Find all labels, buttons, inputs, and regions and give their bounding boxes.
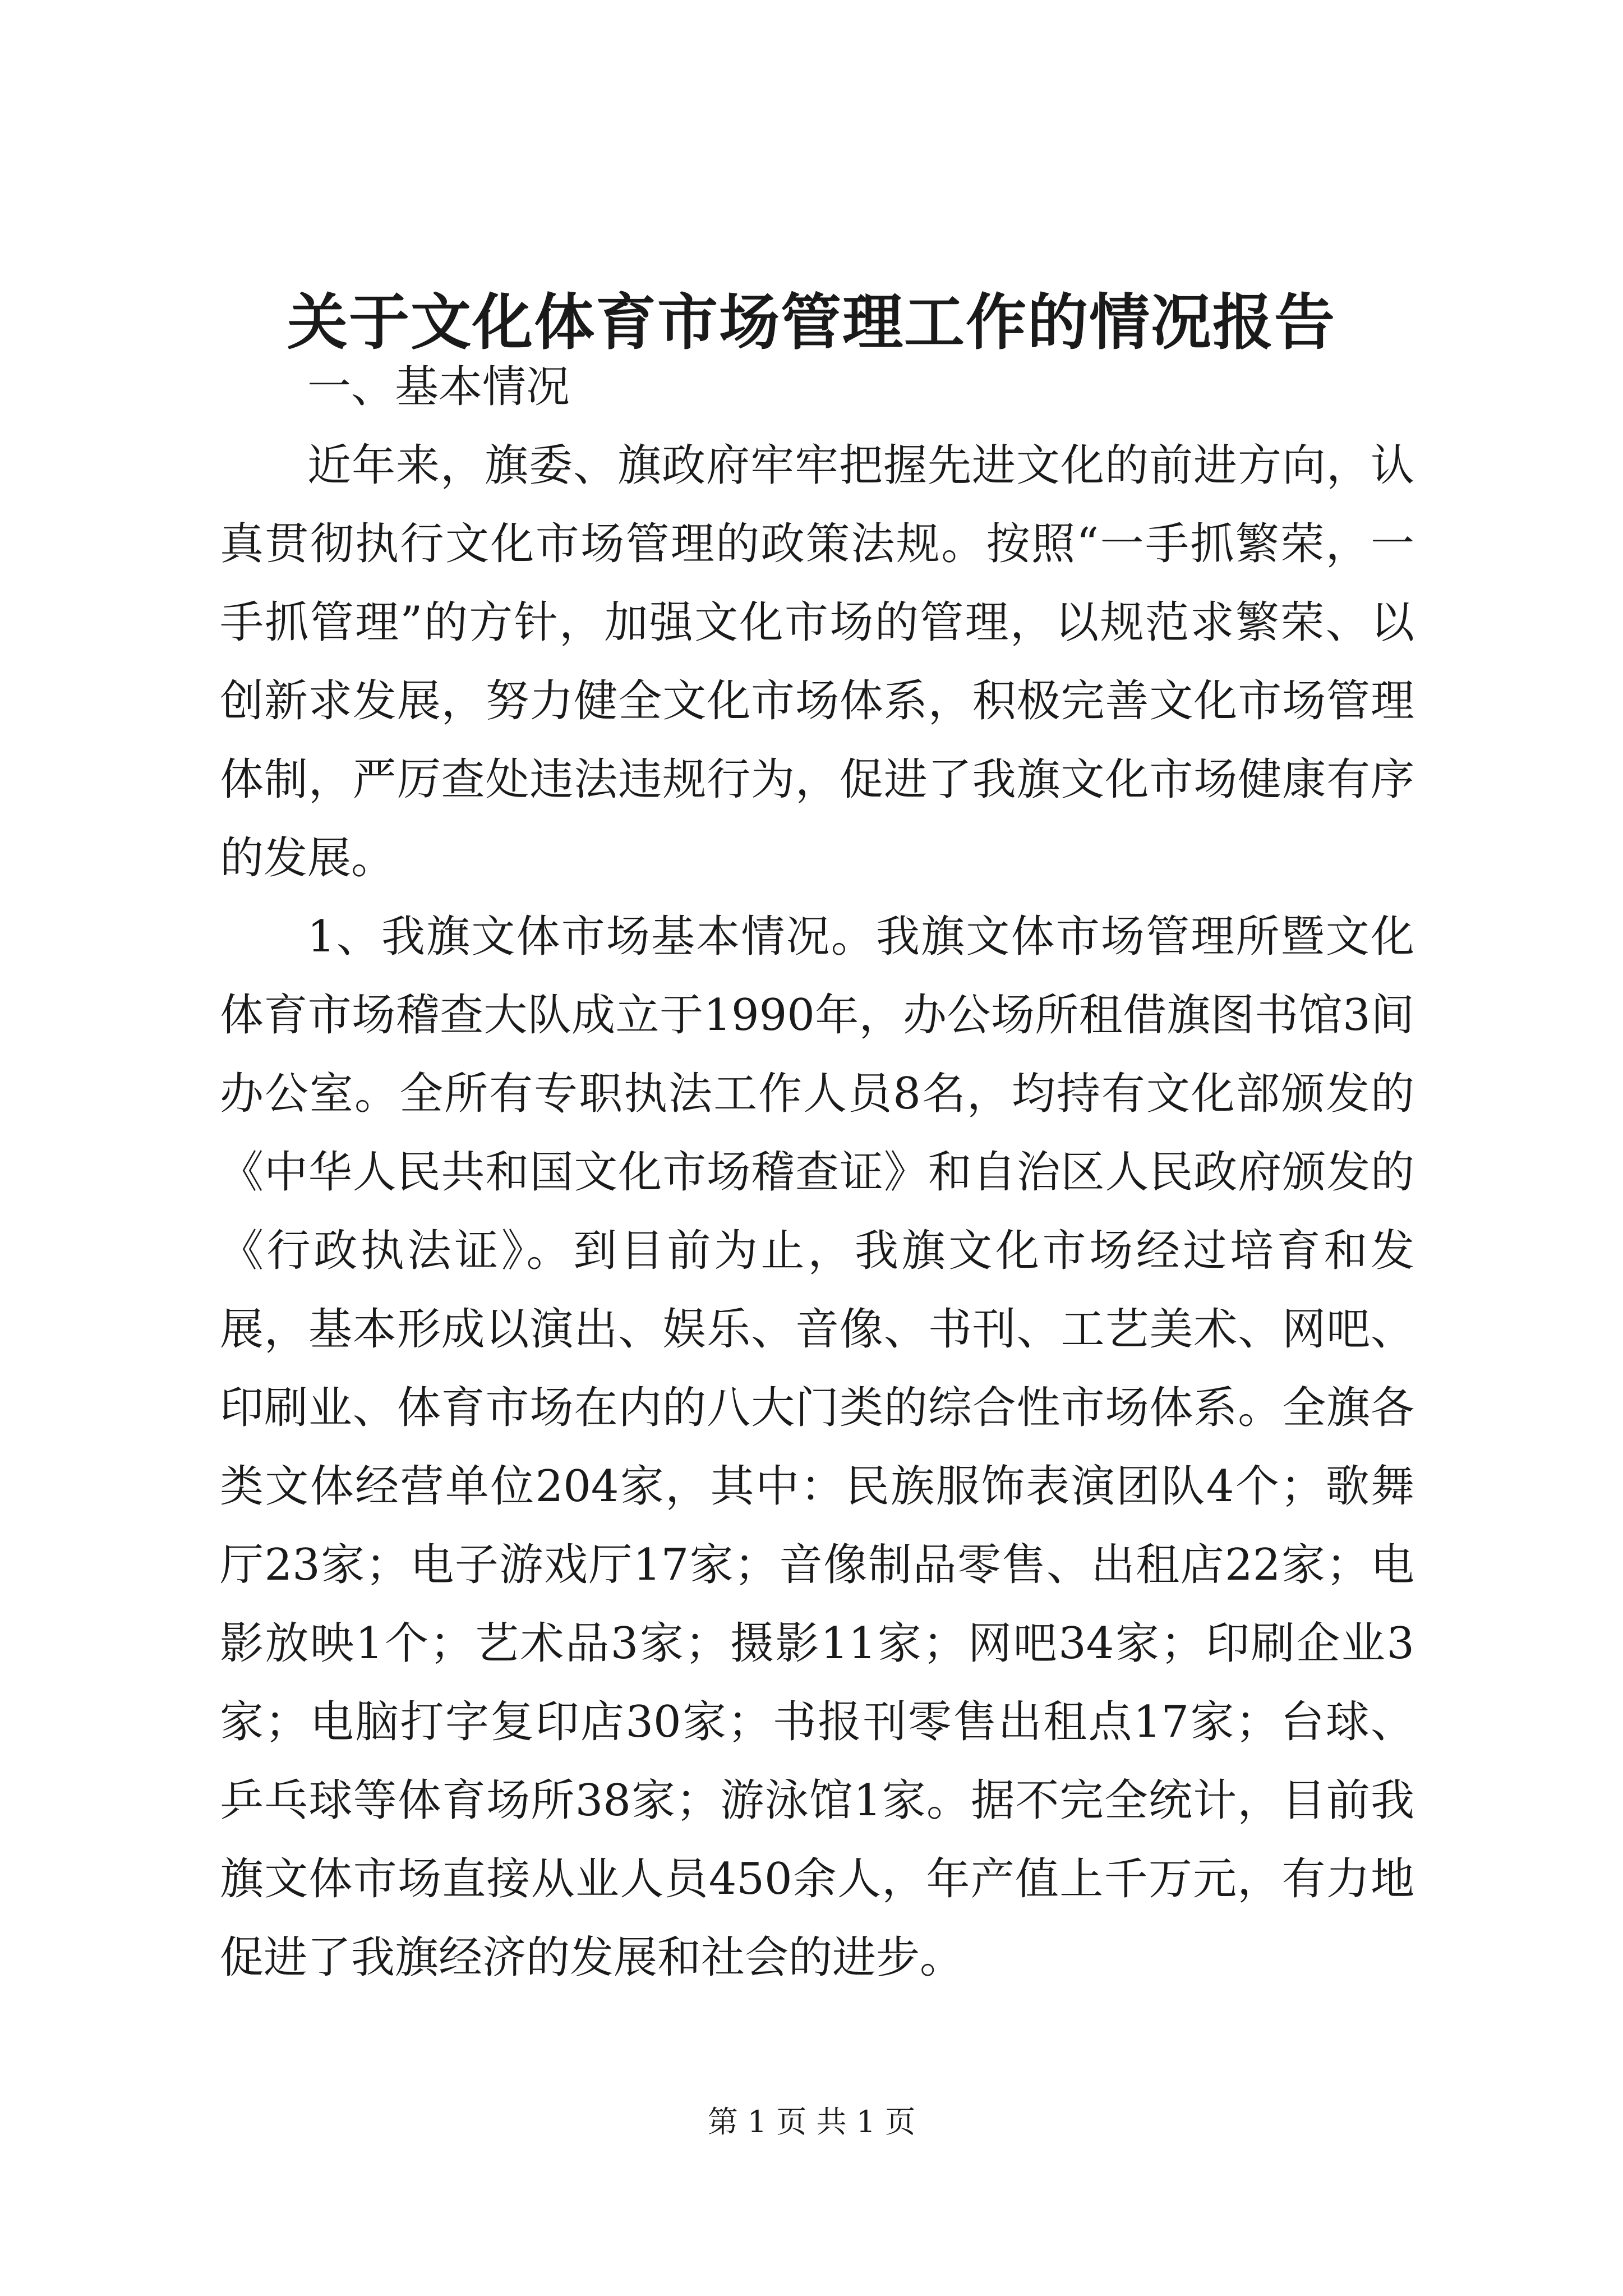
document-title: 关于文化体育市场管理工作的情况报告 — [287, 287, 1336, 358]
document-body — [220, 348, 1414, 1997]
page-number-footer: 第 1 页 共 1 页 — [707, 2104, 916, 2139]
body-paragraph-overview: 近年来，旗委、旗政府牢牢把握先进文化的前进方向，认真贯彻执行文化市场管理的政策法规。按照“一手抓繁荣，一手抓管理”的方针，加强文化市场的管理，以规范求繁荣、以创新求发展，努力健全文化市场体系，积极完善文化市场管理体制，严厉查处违法违规行为，促进了我旗文化市场健康有序的发展。 — [220, 440, 1414, 884]
body-paragraph-market-situation: 1、我旗文体市场基本情况。我旗文体市场管理所暨文化体育市场稽查大队成立于1990年，办公场所租借旗图书馆3间办公室。全所有专职执法工作人员8名，均持有文化部颁发的《中华人民共和国文化市场稽查证》和自治区人民政府颁发的《行政执法证》。到目前为止，我旗文化市场经过培育和发展，基本形成以演出、娱乐、音像、书刊、工艺美术、网吧、印刷业、体育市场在内的八大门类的综合性市场体系。全旗各类文体经营单位204家，其中：民族服饰表演团队4个；歌舞厅23家；电子游戏厅17家；音像制品零售、出租店22家；电影放映1个；艺术品3家；摄影11家；网吧34家；印刷企业3家；电脑打字复印店30家；书报刊零售出租点17家；台球、乒乓球等体育场所38家；游泳馆1家。据不完全统计，目前我旗文体市场直接从业人员450余人，年产值上千万元，有力地促进了我旗经济的发展和社会的进步。 — [220, 912, 1414, 1983]
section-heading-basic-situation: 一、基本情况 — [307, 362, 570, 412]
